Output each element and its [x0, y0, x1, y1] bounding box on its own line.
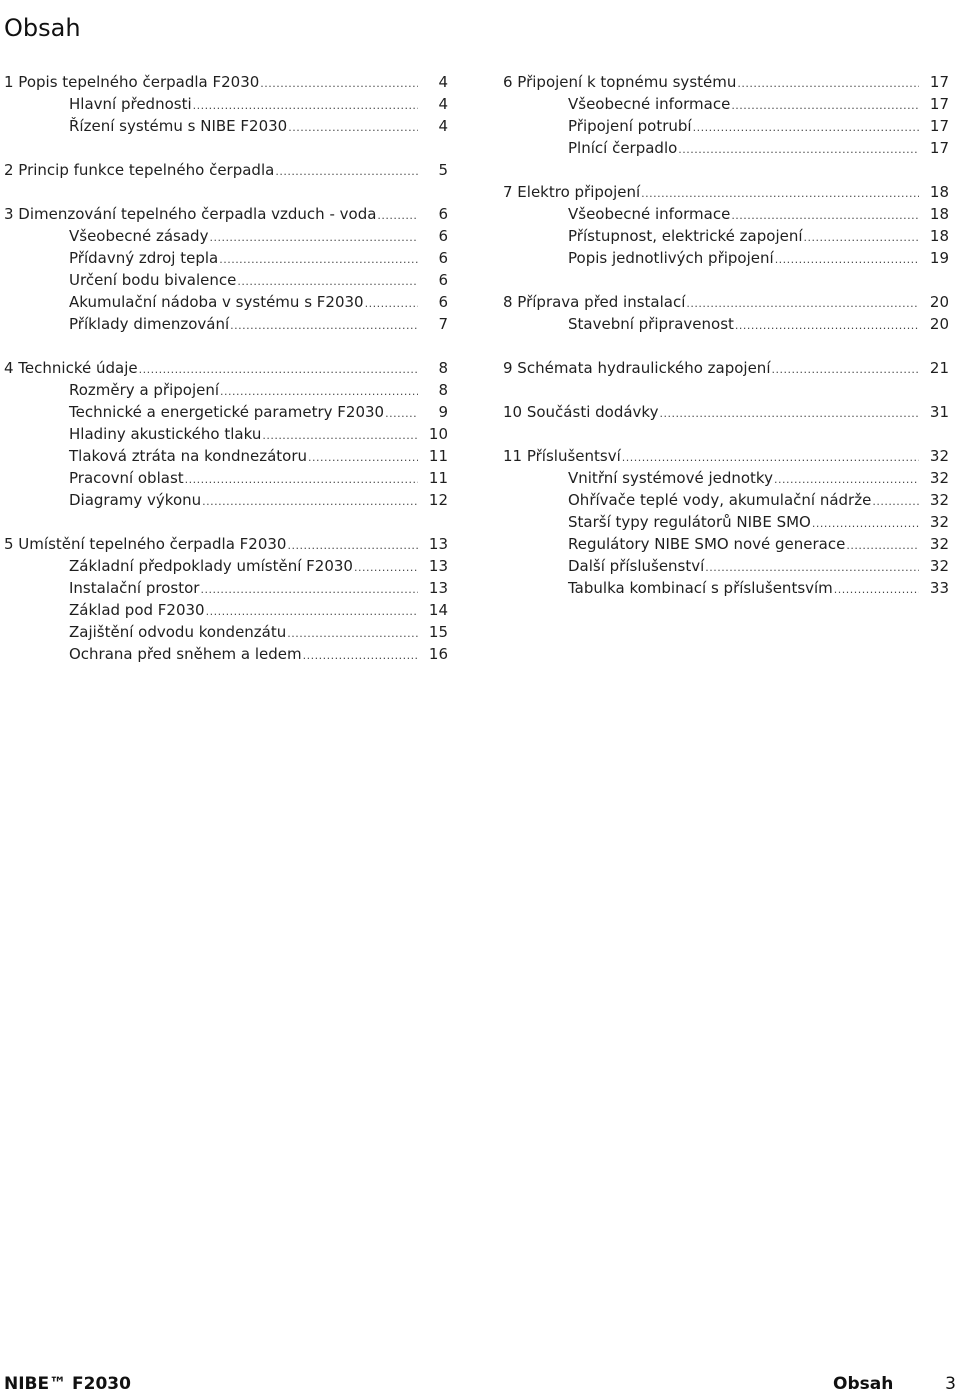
toc-entry-title: 1 Popis tepelného čerpadla F2030: [4, 73, 260, 91]
dot-leader: [354, 557, 418, 579]
dot-leader: [288, 117, 418, 139]
dot-leader: [834, 579, 919, 601]
toc-entry-title: Řízení systému s NIBE F2030: [69, 117, 288, 135]
toc-entry-title: Vnitřní systémové jednotky: [568, 469, 773, 487]
toc-subentry[interactable]: [4, 379, 448, 401]
toc-page-number: 12: [428, 491, 448, 509]
toc-entry-title: 7 Elektro připojení: [503, 183, 641, 201]
toc-subentry[interactable]: [4, 423, 448, 445]
toc-page-number: 6: [438, 249, 448, 267]
dot-leader: [237, 271, 418, 293]
toc-entry-title: 10 Součásti dodávky: [503, 403, 659, 421]
toc-subentry[interactable]: [4, 313, 448, 335]
toc-chapter-entry[interactable]: [503, 71, 949, 93]
toc-chapter-entry[interactable]: [503, 357, 949, 379]
toc-page-number: 20: [929, 293, 949, 311]
dot-leader: [303, 645, 418, 667]
toc-entry-title: Příklady dimenzování: [69, 315, 230, 333]
toc-page-number: 18: [929, 183, 949, 201]
toc-subentry[interactable]: [503, 577, 949, 599]
toc-subentry[interactable]: [503, 313, 949, 335]
footer-page-number: 3: [945, 1374, 956, 1394]
toc-entry-title: Zajištění odvodu kondenzátu: [69, 623, 287, 641]
toc-section: [503, 357, 949, 379]
toc-entry-title: Popis jednotlivých připojení: [568, 249, 774, 267]
toc-subentry[interactable]: [503, 489, 949, 511]
toc-chapter-entry[interactable]: [503, 401, 949, 423]
dot-leader: [200, 579, 418, 601]
toc-entry-title: Přídavný zdroj tepla: [69, 249, 219, 267]
toc-page-number: 13: [428, 557, 448, 575]
toc-page-number: 33: [929, 579, 949, 597]
toc-subentry[interactable]: [4, 643, 448, 665]
toc-entry-title: 5 Umístění tepelného čerpadla F2030: [4, 535, 287, 553]
toc-subentry[interactable]: [4, 599, 448, 621]
toc-page-number: 11: [428, 469, 448, 487]
toc-subentry[interactable]: [4, 621, 448, 643]
toc-chapter-entry[interactable]: [4, 357, 448, 379]
dot-leader: [846, 535, 919, 557]
toc-page-number: 17: [929, 95, 949, 113]
dot-leader: [731, 205, 919, 227]
toc-section: [503, 291, 949, 335]
toc-entry-title: 6 Připojení k topnému systému: [503, 73, 737, 91]
toc-entry-title: Hlavní přednosti: [69, 95, 192, 113]
dot-leader: [262, 425, 418, 447]
dot-leader: [185, 469, 418, 491]
toc-subentry[interactable]: [503, 247, 949, 269]
toc-entry-title: Základní předpoklady umístění F2030: [69, 557, 353, 575]
toc-page-number: 16: [428, 645, 448, 663]
toc-chapter-entry[interactable]: [4, 159, 448, 181]
toc-page-number: 32: [929, 535, 949, 553]
toc-entry-title: Přístupnost, elektrické zapojení: [568, 227, 803, 245]
toc-subentry[interactable]: [4, 577, 448, 599]
toc-subentry[interactable]: [503, 137, 949, 159]
toc-chapter-entry[interactable]: [4, 203, 448, 225]
dot-leader: [775, 249, 919, 271]
toc-page-number: 6: [438, 293, 448, 311]
dot-leader: [287, 623, 418, 645]
toc-subentry[interactable]: [4, 555, 448, 577]
toc-page-number: 4: [438, 73, 448, 91]
toc-subentry[interactable]: [503, 93, 949, 115]
dot-leader: [812, 513, 919, 535]
toc-page-number: 32: [929, 513, 949, 531]
toc-entry-title: Tabulka kombinací s příslušentsvím: [568, 579, 833, 597]
dot-leader: [287, 535, 418, 557]
toc-left-column: [4, 71, 448, 687]
dot-leader: [659, 403, 919, 425]
toc-page-number: 18: [929, 227, 949, 245]
dot-leader: [209, 227, 418, 249]
toc-page-number: 32: [929, 447, 949, 465]
dot-leader: [771, 359, 919, 381]
toc-subentry[interactable]: [503, 511, 949, 533]
dot-leader: [693, 117, 919, 139]
toc-entry-title: Stavební připravenost: [568, 315, 734, 333]
toc-page-number: 32: [929, 557, 949, 575]
toc-section: [503, 181, 949, 269]
dot-leader: [260, 73, 418, 95]
dot-leader: [872, 491, 919, 513]
toc-entry-title: Všeobecné zásady: [69, 227, 209, 245]
toc-page-number: 14: [428, 601, 448, 619]
toc-chapter-entry[interactable]: [4, 533, 448, 555]
dot-leader: [737, 73, 919, 95]
toc-entry-title: Určení bodu bivalence: [69, 271, 237, 289]
toc-page-number: 18: [929, 205, 949, 223]
toc-page-number: 5: [438, 161, 448, 179]
toc-page-number: 13: [428, 579, 448, 597]
toc-page-number: 8: [438, 359, 448, 377]
toc-entry-title: Všeobecné informace: [568, 95, 731, 113]
toc-section: [4, 357, 448, 511]
toc-subentry[interactable]: [4, 291, 448, 313]
toc-entry-title: Hladiny akustického tlaku: [69, 425, 262, 443]
toc-entry-title: Další příslušenství: [568, 557, 705, 575]
toc-chapter-entry[interactable]: [503, 445, 949, 467]
toc-entry-title: Akumulační nádoba v systému s F2030: [69, 293, 364, 311]
dot-leader: [641, 183, 919, 205]
toc-page-number: 6: [438, 205, 448, 223]
toc-page-number: 4: [438, 95, 448, 113]
toc-subentry[interactable]: [4, 269, 448, 291]
toc-entry-title: 4 Technické údaje: [4, 359, 138, 377]
toc-subentry[interactable]: [503, 533, 949, 555]
toc-entry-title: Diagramy výkonu: [69, 491, 202, 509]
toc-section: [503, 401, 949, 423]
toc-subentry[interactable]: [503, 115, 949, 137]
toc-entry-title: Základ pod F2030: [69, 601, 205, 619]
footer-product: NIBE™ F2030: [4, 1374, 131, 1394]
toc-right-column: [503, 71, 949, 621]
toc-chapter-entry[interactable]: [503, 291, 949, 313]
toc-page-number: 9: [438, 403, 448, 421]
toc-subentry[interactable]: [4, 93, 448, 115]
dot-leader: [622, 447, 919, 469]
dot-leader: [705, 557, 919, 579]
page-title: Obsah: [4, 14, 81, 43]
toc-page-number: 10: [428, 425, 448, 443]
toc-subentry[interactable]: [4, 115, 448, 137]
toc-page-number: 7: [438, 315, 448, 333]
toc-page-number: 17: [929, 139, 949, 157]
toc-entry-title: Ohřívače teplé vody, akumulační nádrže: [568, 491, 872, 509]
toc-page-number: 17: [929, 73, 949, 91]
toc-section: [4, 71, 448, 137]
dot-leader: [731, 95, 919, 117]
toc-section: [503, 445, 949, 599]
toc-page-number: 4: [438, 117, 448, 135]
dot-leader: [139, 359, 418, 381]
toc-section: [4, 203, 448, 335]
toc-entry-title: Připojení potrubí: [568, 117, 692, 135]
toc-page-number: 21: [929, 359, 949, 377]
toc-entry-title: Rozměry a připojení: [69, 381, 220, 399]
dot-leader: [735, 315, 919, 337]
toc-entry-title: Instalační prostor: [69, 579, 200, 597]
dot-leader: [193, 95, 418, 117]
toc-page-number: 19: [929, 249, 949, 267]
dot-leader: [275, 161, 418, 183]
toc-subentry[interactable]: [4, 467, 448, 489]
toc-entry-title: 8 Příprava před instalací: [503, 293, 686, 311]
toc-page-number: 6: [438, 227, 448, 245]
dot-leader: [774, 469, 919, 491]
toc-page-number: 11: [428, 447, 448, 465]
toc-page-number: 13: [428, 535, 448, 553]
toc-subentry[interactable]: [503, 203, 949, 225]
toc-entry-title: Všeobecné informace: [568, 205, 731, 223]
dot-leader: [686, 293, 919, 315]
toc-subentry[interactable]: [4, 401, 448, 423]
toc-entry-title: Pracovní oblast: [69, 469, 184, 487]
dot-leader: [219, 249, 418, 271]
toc-page-number: 31: [929, 403, 949, 421]
toc-page-number: 20: [929, 315, 949, 333]
toc-entry-title: 3 Dimenzování tepelného čerpadla vzduch - voda: [4, 205, 377, 223]
toc-page-number: 32: [929, 491, 949, 509]
toc-entry-title: Tlaková ztráta na kondnezátoru: [69, 447, 308, 465]
toc-subentry[interactable]: [4, 247, 448, 269]
toc-subentry[interactable]: [4, 445, 448, 467]
toc-entry-title: Ochrana před sněhem a ledem: [69, 645, 302, 663]
toc-page-number: 32: [929, 469, 949, 487]
toc-chapter-entry[interactable]: [4, 71, 448, 93]
dot-leader: [804, 227, 919, 249]
footer-section: [833, 1373, 958, 1395]
toc-subentry[interactable]: [503, 467, 949, 489]
toc-section: [4, 159, 448, 181]
toc-subentry[interactable]: [4, 489, 448, 511]
toc-entry-title: Regulátory NIBE SMO nové generace: [568, 535, 846, 553]
toc-page-number: 6: [438, 271, 448, 289]
dot-leader: [308, 447, 418, 469]
toc-entry-title: 9 Schémata hydraulického zapojení: [503, 359, 771, 377]
toc-page-number: 8: [438, 381, 448, 399]
dot-leader: [385, 403, 418, 425]
toc-entry-title: Technické a energetické parametry F2030: [69, 403, 385, 421]
toc-subentry[interactable]: [4, 225, 448, 247]
dot-leader: [220, 381, 418, 403]
toc-subentry[interactable]: [503, 555, 949, 577]
dot-leader: [678, 139, 919, 161]
toc-section: [4, 533, 448, 665]
dot-leader: [206, 601, 418, 623]
toc-section: [503, 71, 949, 159]
toc-chapter-entry[interactable]: [503, 181, 949, 203]
dot-leader: [230, 315, 418, 337]
toc-entry-title: 2 Princip funkce tepelného čerpadla: [4, 161, 275, 179]
toc-subentry[interactable]: [503, 225, 949, 247]
toc-entry-title: Plnící čerpadlo: [568, 139, 678, 157]
toc-page-number: 15: [428, 623, 448, 641]
toc-entry-title: 11 Příslušentsví: [503, 447, 621, 465]
toc-page-number: 17: [929, 117, 949, 135]
toc-entry-title: Starší typy regulátorů NIBE SMO: [568, 513, 811, 531]
footer-section-label: Obsah: [833, 1374, 894, 1394]
dot-leader: [365, 293, 418, 315]
dot-leader: [202, 491, 418, 513]
dot-leader: [377, 205, 418, 227]
